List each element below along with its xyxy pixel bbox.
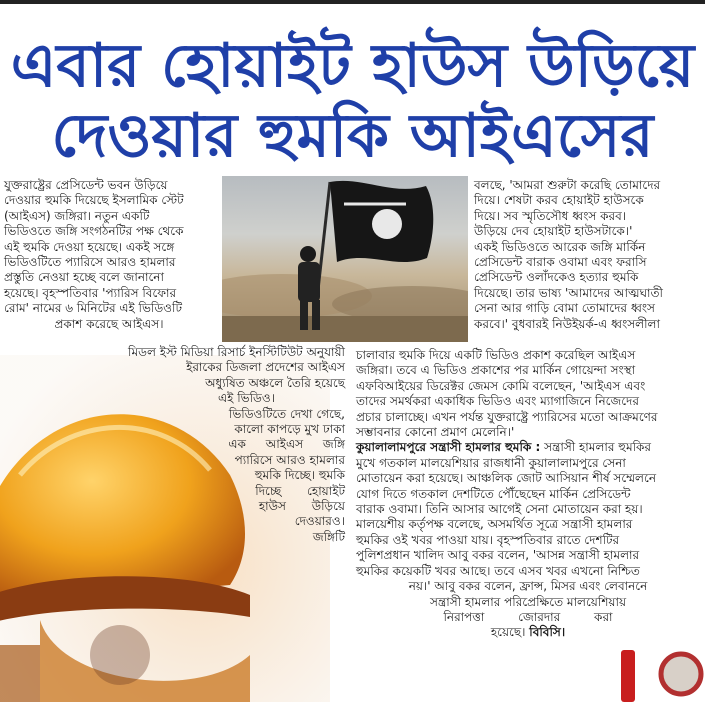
text-line: দিয়ে। শেষটা করব হোয়াইট হাউসকে: [474, 193, 644, 208]
headline-line-2: দেওয়ার হুমকি আইএসের: [51, 101, 654, 171]
text-line: মুখে গতকাল মালয়েশিয়ার রাজধানী কুয়ালালামপুরে সেনা: [356, 455, 626, 470]
text-line: এই ভিডিও।: [218, 391, 275, 406]
headline-line-1: এবার হোয়াইট হাউস উড়িয়ে: [10, 31, 695, 101]
text-line: ভিডিওটিতে প্যারিসে আরও হামলার: [4, 255, 176, 270]
text-line: প্রেসিডেন্ট ওলাঁদকেও হত্যার হুমকি: [474, 270, 639, 285]
top-rule: [0, 0, 705, 4]
text-line: চালাবার হুমকি দিয়ে একটি ভিডিও প্রকাশ করেছিল আইএস: [356, 348, 636, 362]
text-line: দেওয়ার হুমকি দিয়েছে ইসলামিক স্টেট: [4, 193, 184, 208]
subhead: কুয়ালালামপুরে সন্ত্রাসী হামলার হুমকি :: [356, 440, 541, 455]
text-line: যুক্তরাষ্ট্রের প্রেসিডেন্ট ভবন উড়িয়ে: [4, 178, 168, 192]
text-line: দেওয়ারও।: [294, 514, 345, 529]
text-line: মিডল ইস্ট মিডিয়া রিসার্চ ইনস্টিটিউট অনুযায়ী: [128, 345, 345, 359]
text-line: হুমকি দিচ্ছে। হুমকি: [254, 468, 345, 483]
text-line: প্রচার চালাচ্ছে। এখন পর্যন্ত যুক্তরাষ্ট্রে প্যারিসের মতো আক্রমণের: [356, 409, 658, 424]
text-line: উড়িয়ে দেব হোয়াইট হাউসটাকে।': [474, 224, 633, 239]
text-line: সন্ত্রাসী হামলার পরিপ্রেক্ষিতে মালয়েশিয়ায়: [429, 594, 627, 609]
left-column: [4, 178, 214, 332]
decorative-objects: [615, 630, 705, 702]
text-line: হাউস উড়িয়ে: [258, 499, 345, 514]
text-line: দিচ্ছে হোয়াইট: [255, 483, 345, 498]
text-line: পুলিশপ্রধান খালিদ আবু বকর বলেন, 'আসন্ন সন্ত্রাসী হামলার: [356, 548, 640, 563]
text-line: জঙ্গিরা। তবে এ ভিডিও প্রকাশের পর মার্কিন গোয়েন্দা সংস্থা: [356, 363, 636, 378]
news-photo: [222, 176, 468, 342]
text-line: ভিডিওটিতে দেখা গেছে,: [228, 406, 345, 421]
text-line: (আইএস) জঙ্গিরা। নতুন একটি: [4, 208, 150, 223]
closing-text: হয়েছে।: [490, 625, 526, 640]
text-line: এক আইএস জঙ্গি: [228, 437, 345, 452]
text-line: হুমকির কয়েকটি খবর আছে। তবে এসব খবর এখনো নিশ্চিত: [356, 563, 640, 578]
text-line: দিয়েছে। তার ভাষ্য 'আমাদের আত্মঘাতী: [474, 285, 663, 300]
text-line: এফবিআইয়ের ডিরেক্টর জেমস কোমি বলেছেন, 'আইএস এবং: [356, 378, 646, 393]
text-line: মোতায়েন করা হয়েছে। আঞ্চলিক জোট আসিয়ান শীর্ষ সম্মেলনে: [356, 471, 656, 486]
text-line: হয়েছে। বৃহস্পতিবার 'প্যারিস বিফোর: [4, 285, 177, 300]
text-line: সম্ভাবনার কোনো প্রমাণ মেলেনি।': [356, 425, 515, 440]
text-line: প্যারিসে আরও হামলার: [234, 452, 345, 467]
text-line: জঙ্গিটি: [312, 529, 345, 544]
text-line: সেনা আর গাড়ি বোমা তোমাদের ধ্বংস: [474, 301, 655, 316]
text-line: বারাক ওবামা। তিনি আসার আগেই সেনা মোতায়েন করা হয়।: [356, 502, 643, 517]
subhead-line: [356, 440, 700, 455]
text-line: নিরাপত্তা জোরদার করা: [443, 609, 613, 624]
text-line: একই ভিডিওতে আরেক জঙ্গি মার্কিন: [474, 239, 646, 254]
text-line: মালয়েশীয় কর্তৃপক্ষ বলেছে, অসমর্থিত সূত্রে সন্ত্রাসী হামলার: [356, 517, 633, 532]
text-line: তাদের সমর্থকরা একাধিক ভিডিও এবং ম্যাগাজিনে নিজেদের: [356, 394, 639, 409]
text-line: ভিডিওতে জঙ্গি সংগঠনটির পক্ষ থেকে: [4, 224, 184, 239]
text-line: যোগ দিতে গতকাল দেশটিতে পৌঁছেছেন মার্কিন প্রেসিডেন্ট: [356, 486, 631, 501]
source-credit: বিবিসি।: [529, 625, 566, 640]
right-column-wide: [356, 348, 700, 641]
text-line: প্রস্তুতি নেওয়া হচ্ছে বলে জানানো: [4, 270, 164, 285]
text-line: এই হুমকি দেওয়া হয়েছে। একই সঙ্গে: [4, 239, 175, 254]
subhead-rest: সন্ত্রাসী হামলার হুমকির: [540, 440, 652, 455]
text-line: প্রকাশ করেছে আইএস।: [54, 316, 164, 331]
text-line: প্রেসিডেন্ট বারাক ওবামা এবং ফরাসি: [474, 255, 647, 270]
text-line: বলছে, 'আমরা শুরুটা করেছি তোমাদের: [474, 178, 661, 192]
text-line: নয়।' আবু বকর বলেন, ফ্রান্স, মিসর এবং লেবাননে: [408, 579, 648, 594]
text-line: রোম' নামের ৬ মিনিটের এই ভিডিওটি: [4, 301, 182, 316]
text-line: অধ্যুষিত অঞ্চলে তৈরি হয়েছে: [205, 375, 345, 390]
middle-column: [110, 345, 345, 545]
militant-flag-illustration: [222, 176, 468, 342]
text-line: ইরাকের ডিজলা প্রদেশের আইএস: [186, 360, 345, 375]
right-column-top: [474, 178, 700, 332]
text-line: হুমকির ওই খবর পাওয়া যায়। বৃহস্পতিবার রাতে দেশটির: [356, 532, 620, 547]
text-line: কালো কাপড়ে মুখ ঢাকা: [234, 422, 345, 437]
text-line: দিয়ে। সব স্মৃতিসৌধ ধ্বংস করব।: [474, 208, 627, 223]
text-line: করবে।' বুধবারই নিউইয়র্ক-এ ধ্বংসলীলা: [474, 316, 660, 331]
